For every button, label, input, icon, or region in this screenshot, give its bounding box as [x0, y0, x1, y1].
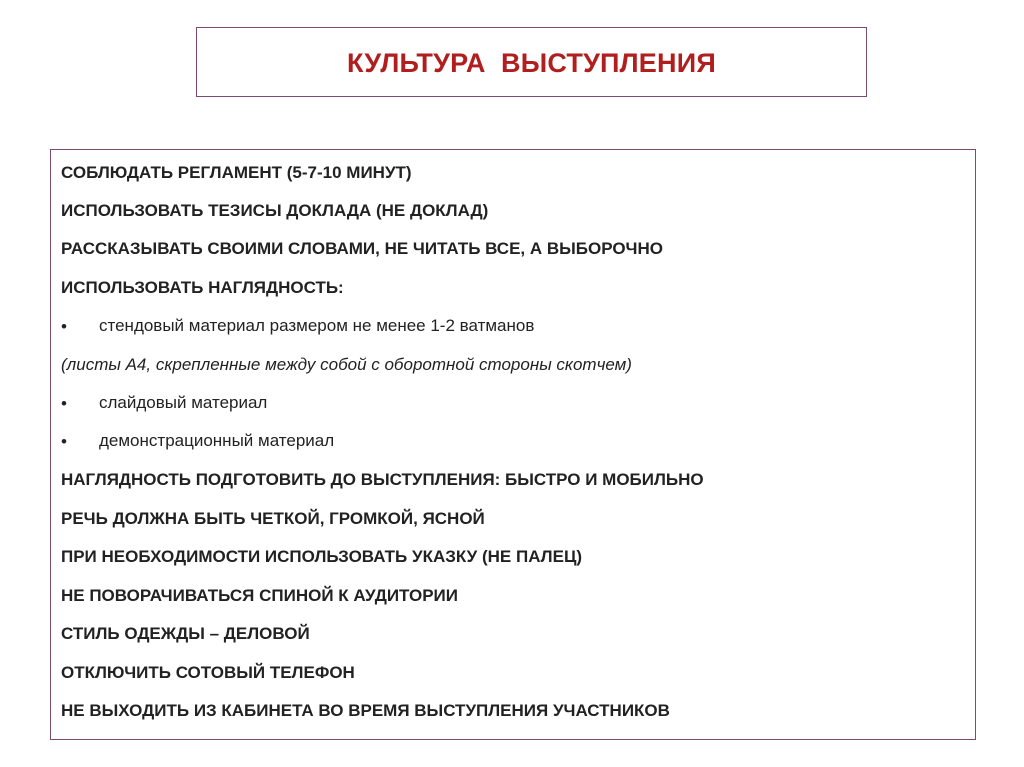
bullet-icon: • [61, 394, 67, 413]
rule-item: РАССКАЗЫВАТЬ СВОИМИ СЛОВАМИ, НЕ ЧИТАТЬ ВСЕ, А ВЫБОРОЧНО [61, 239, 664, 258]
rule-item: СТИЛЬ ОДЕЖДЫ – ДЕЛОВОЙ [61, 624, 310, 643]
rule-item: НАГЛЯДНОСТЬ ПОДГОТОВИТЬ ДО ВЫСТУПЛЕНИЯ: БЫСТРО И МОБИЛЬНО [61, 470, 704, 489]
bullet-item: стендовый материал размером не менее 1-2 ватманов [99, 316, 535, 335]
rule-item: РЕЧЬ ДОЛЖНА БЫТЬ ЧЕТКОЙ, ГРОМКОЙ, ЯСНОЙ [61, 509, 485, 528]
rule-item: ПРИ НЕОБХОДИМОСТИ ИСПОЛЬЗОВАТЬ УКАЗКУ (НЕ ПАЛЕЦ) [61, 547, 583, 566]
rule-item: ОТКЛЮЧИТЬ СОТОВЫЙ ТЕЛЕФОН [61, 663, 355, 682]
slide-title: КУЛЬТУРА ВЫСТУПЛЕНИЯ [347, 47, 716, 78]
bullet-item: демонстрационный материал [99, 431, 335, 450]
rule-item: ИСПОЛЬЗОВАТЬ НАГЛЯДНОСТЬ: [61, 278, 344, 297]
content-box [50, 149, 976, 740]
title-box [196, 27, 867, 97]
rule-item: СОБЛЮДАТЬ РЕГЛАМЕНТ (5-7-10 МИНУТ) [61, 163, 412, 182]
bullet-icon: • [61, 432, 67, 451]
rule-item: НЕ ПОВОРАЧИВАТЬСЯ СПИНОЙ К АУДИТОРИИ [61, 586, 458, 605]
rule-item: НЕ ВЫХОДИТЬ ИЗ КАБИНЕТА ВО ВРЕМЯ ВЫСТУПЛЕНИЯ УЧАСТНИКОВ [61, 701, 670, 720]
bullet-icon: • [61, 317, 67, 336]
bullet-item: слайдовый материал [99, 393, 268, 412]
rule-item: ИСПОЛЬЗОВАТЬ ТЕЗИСЫ ДОКЛАДА (НЕ ДОКЛАД) [61, 201, 489, 220]
note-item: (листы А4, скрепленные между собой с оборотной стороны скотчем) [61, 355, 632, 374]
